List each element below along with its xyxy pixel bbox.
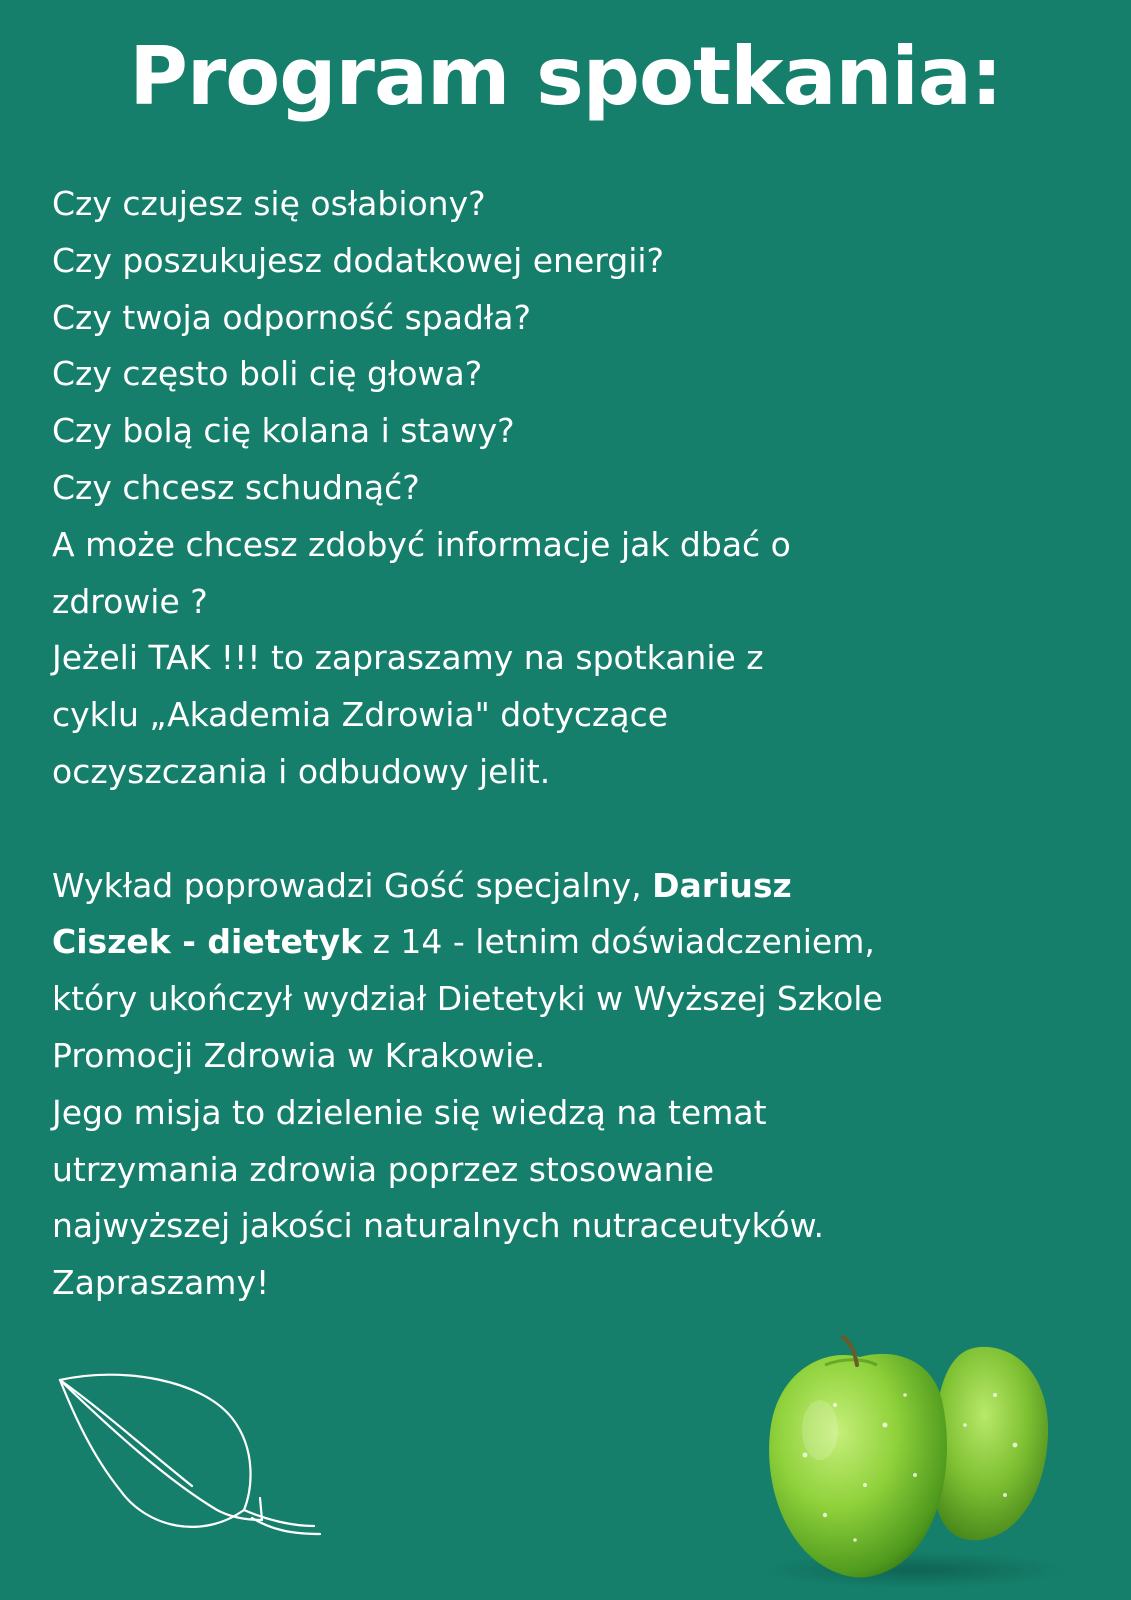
speaker-name-last: Ciszek - dietetyk	[52, 922, 363, 962]
leaf-outline-icon	[52, 1370, 327, 1550]
invitation-line: Jeżeli TAK !!! to zapraszamy na spotkanie z	[52, 638, 764, 678]
question-line: Czy często boli cię głowa?	[52, 354, 483, 394]
question-line: A może chcesz zdobyć informacje jak dbać o	[52, 524, 791, 564]
lecture-text: z 14 - letnim doświadczeniem,	[362, 922, 875, 962]
lecture-text: Wykład poprowadzi Gość specjalny,	[52, 865, 653, 905]
lecture-line: utrzymania zdrowia poprzez stosowanie	[52, 1149, 714, 1189]
invitation-line: cyklu „Akademia Zdrowia" dotyczące	[52, 695, 669, 735]
question-line: Czy poszukujesz dodatkowej energii?	[52, 240, 665, 280]
page-title: Program spotkania:	[129, 30, 1002, 123]
lecture-line: Jego misja to dzielenie się wiedzą na temat	[52, 1092, 767, 1132]
paragraph-gap	[52, 801, 1112, 858]
question-line: Czy twoja odporność spadła?	[52, 297, 531, 337]
closing-line: Zapraszamy!	[52, 1263, 270, 1303]
question-line: Czy chcesz schudnąć?	[52, 467, 420, 507]
invitation-line: oczyszczania i odbudowy jelit.	[52, 751, 551, 791]
apples-image	[765, 1335, 1065, 1590]
speaker-name-first: Dariusz	[652, 865, 792, 905]
lecture-line	[52, 914, 1112, 971]
question-line: zdrowie ?	[52, 581, 208, 621]
lecture-line: który ukończył wydział Dietetyki w Wyższej Szkole	[52, 979, 883, 1019]
lecture-line	[52, 858, 1112, 915]
poster-body-text	[52, 176, 1112, 1312]
lecture-line: najwyższej jakości naturalnych nutraceutyków.	[52, 1206, 825, 1246]
question-line: Czy czujesz się osłabiony?	[52, 184, 486, 223]
question-line: Czy bolą cię kolana i stawy?	[52, 411, 515, 451]
lecture-line: Promocji Zdrowia w Krakowie.	[52, 1035, 546, 1075]
